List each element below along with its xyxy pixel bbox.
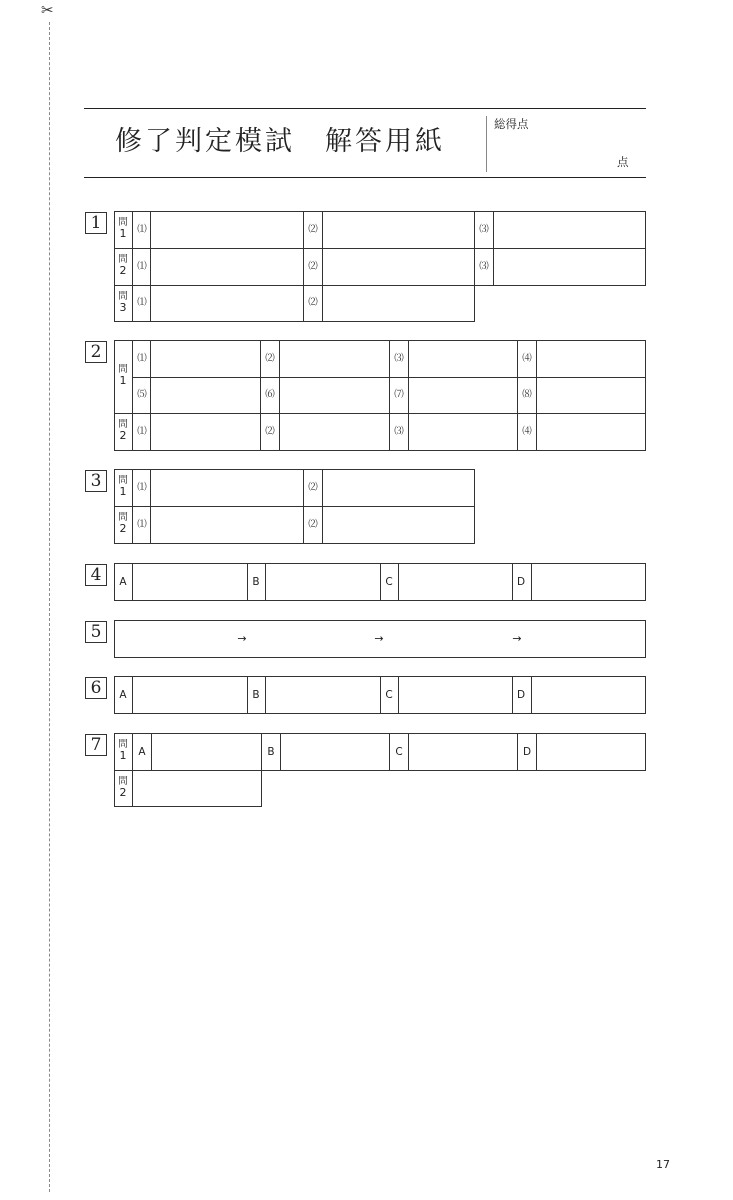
q3-2-p2-label: ⑵: [308, 519, 318, 530]
question-number-5: 5: [85, 621, 107, 643]
q7-1-d-answer[interactable]: [537, 734, 645, 770]
q4-d-answer[interactable]: [532, 564, 645, 600]
header-top-rule: [84, 108, 646, 109]
q2-2-p2-label: ⑵: [265, 426, 275, 437]
q2-1-p6-label: ⑹: [265, 389, 275, 400]
q4-label-c: C: [385, 576, 393, 588]
q3-2-1-answer[interactable]: [151, 507, 302, 543]
q2-1-p2-label: ⑵: [265, 353, 275, 364]
q2-1-7-answer[interactable]: [409, 378, 516, 413]
q7-1-b-answer[interactable]: [281, 734, 388, 770]
q1-3-p1-label: ⑴: [137, 297, 147, 308]
q7-label-b: B: [267, 746, 275, 758]
q7-2-answer[interactable]: [133, 771, 261, 806]
q4-label-b: B: [252, 576, 260, 588]
q4-c-answer[interactable]: [399, 564, 511, 600]
q2-1-p5-label: ⑸: [137, 389, 147, 400]
q1-2-3-answer[interactable]: [494, 249, 645, 285]
total-score-unit: 点: [617, 155, 629, 169]
q1-1-p1-label: ⑴: [137, 224, 147, 235]
q4-label-d: D: [516, 576, 526, 588]
q3-2-p1-label: ⑴: [137, 519, 147, 530]
q5-arrow-3: →: [512, 632, 522, 645]
q6-a-answer[interactable]: [133, 677, 246, 713]
q2-1-2-answer[interactable]: [280, 341, 388, 377]
q4-a-answer[interactable]: [133, 564, 246, 600]
q4-b-answer[interactable]: [266, 564, 379, 600]
score-divider: [486, 116, 487, 172]
cut-line: [49, 22, 50, 1192]
question-number-7: 7: [85, 734, 107, 756]
question-number-2: 2: [85, 341, 107, 363]
q2-sub2-label: 問 2: [118, 419, 128, 442]
q1-2-2-answer[interactable]: [323, 249, 474, 285]
q2-2-1-answer[interactable]: [151, 414, 259, 450]
q2-1-1-answer[interactable]: [151, 341, 259, 377]
page-title: 修了判定模試 解答用紙: [115, 126, 445, 157]
question-number-1: 1: [85, 212, 107, 234]
q3-1-p1-label: ⑴: [137, 482, 147, 493]
q2-2-p4-label: ⑷: [522, 426, 532, 437]
q7-label-c: C: [395, 746, 403, 758]
q2-1-p4-label: ⑷: [522, 353, 532, 364]
q3-sub2-label: 問 2: [118, 512, 128, 535]
total-score-label: 総得点: [494, 117, 529, 131]
q6-label-b: B: [252, 689, 260, 701]
q3-1-2-answer[interactable]: [323, 470, 474, 506]
q6-label-a: A: [119, 689, 127, 701]
q1-sub3-label: 問 3: [118, 291, 128, 314]
q6-label-c: C: [385, 689, 393, 701]
q7-label-d: D: [522, 746, 532, 758]
q1-3-1-answer[interactable]: [151, 286, 302, 321]
header-bottom-rule: [84, 177, 646, 178]
q2-1-6-answer[interactable]: [280, 378, 388, 413]
q2-1-5-answer[interactable]: [151, 378, 259, 413]
q6-b-answer[interactable]: [266, 677, 379, 713]
q3-1-p2-label: ⑵: [308, 482, 318, 493]
question-number-4: 4: [85, 564, 107, 586]
q2-1-p7-label: ⑺: [394, 389, 404, 400]
scissors-icon: ✂: [41, 1, 54, 19]
q1-2-p2-label: ⑵: [308, 261, 318, 272]
q1-2-1-answer[interactable]: [151, 249, 302, 285]
q1-3-2-answer[interactable]: [323, 286, 474, 321]
q7-1-c-answer[interactable]: [409, 734, 516, 770]
q2-1-p3-label: ⑶: [394, 353, 404, 364]
q3-sub1-label: 問 1: [118, 475, 128, 498]
q7-sub1-label: 問 1: [118, 739, 128, 762]
q1-2-p1-label: ⑴: [137, 261, 147, 272]
q1-1-2-answer[interactable]: [323, 212, 474, 248]
q1-3-p2-label: ⑵: [308, 297, 318, 308]
q2-1-8-answer[interactable]: [537, 378, 645, 413]
question-number-3: 3: [85, 470, 107, 492]
q2-1-p8-label: ⑻: [522, 389, 532, 400]
q2-sub1-label: 問 1: [118, 364, 128, 387]
q5-arrow-1: →: [237, 632, 247, 645]
q7-sub2-label: 問 2: [118, 776, 128, 799]
page-number: 17: [656, 1158, 670, 1171]
q4-label-a: A: [119, 576, 127, 588]
q2-2-p3-label: ⑶: [394, 426, 404, 437]
total-score-field[interactable]: [500, 134, 610, 170]
question-number-6: 6: [85, 677, 107, 699]
q1-sub2-label: 問 2: [118, 254, 128, 277]
q7-1-a-answer[interactable]: [152, 734, 260, 770]
q7-label-a: A: [138, 746, 146, 758]
q1-1-3-answer[interactable]: [494, 212, 645, 248]
q2-1-3-answer[interactable]: [409, 341, 516, 377]
q5-arrow-2: →: [374, 632, 384, 645]
q6-label-d: D: [516, 689, 526, 701]
q2-1-p1-label: ⑴: [137, 353, 147, 364]
q2-2-3-answer[interactable]: [409, 414, 516, 450]
q1-2-p3-label: ⑶: [479, 261, 489, 272]
q1-1-1-answer[interactable]: [151, 212, 302, 248]
q6-c-answer[interactable]: [399, 677, 511, 713]
q2-1-4-answer[interactable]: [537, 341, 645, 377]
q2-2-p1-label: ⑴: [137, 426, 147, 437]
q2-2-2-answer[interactable]: [280, 414, 388, 450]
q6-d-answer[interactable]: [532, 677, 645, 713]
q3-1-1-answer[interactable]: [151, 470, 302, 506]
q1-1-p3-label: ⑶: [479, 224, 489, 235]
q1-sub1-label: 問 1: [118, 217, 128, 240]
q2-2-4-answer[interactable]: [537, 414, 645, 450]
q3-2-2-answer[interactable]: [323, 507, 474, 543]
q1-1-p2-label: ⑵: [308, 224, 318, 235]
